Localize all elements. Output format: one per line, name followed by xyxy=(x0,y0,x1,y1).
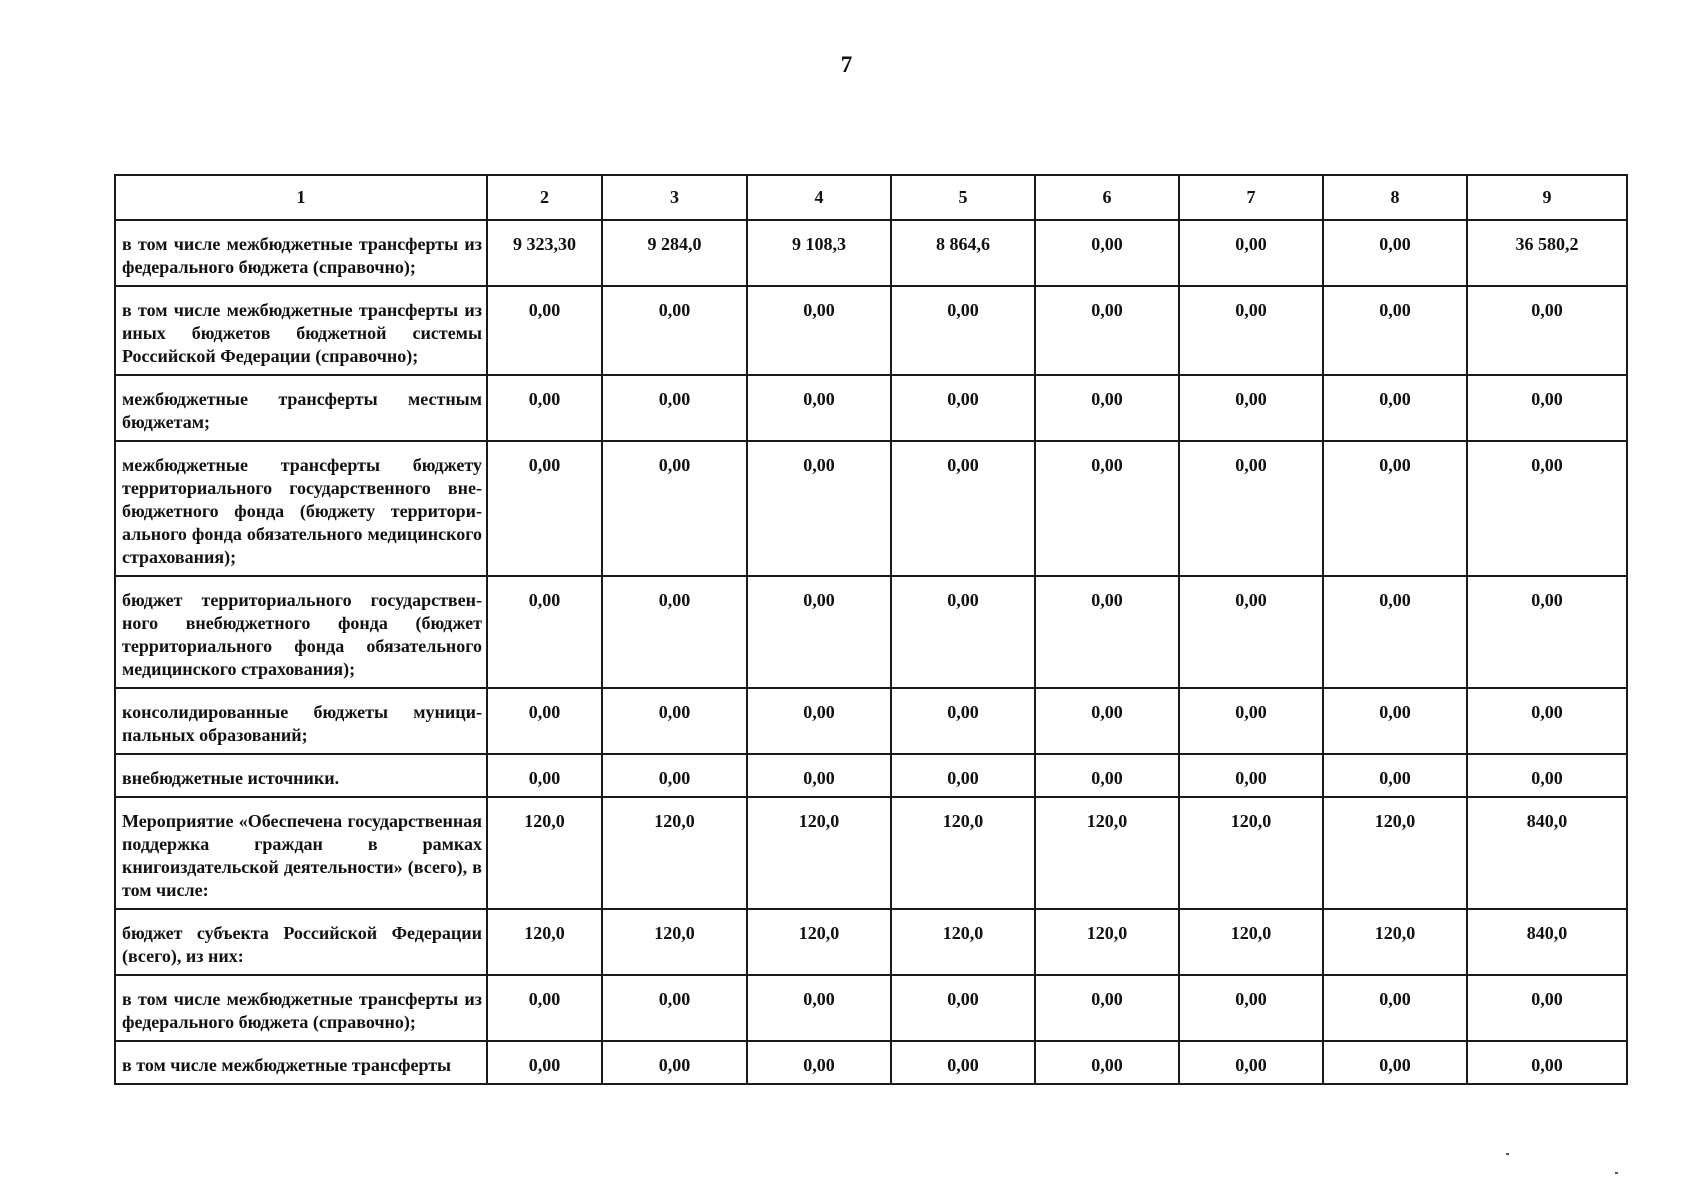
value-cell: 0,00 xyxy=(602,1041,747,1084)
row-label: консолидированные бюджеты муниципальных образований; xyxy=(115,688,487,754)
value-cell: 0,00 xyxy=(487,754,602,797)
value-cell: 120,0 xyxy=(1035,909,1179,975)
row-label: в том числе межбюджетные трансферты xyxy=(115,1041,487,1084)
table-row xyxy=(115,754,1627,797)
value-cell: 840,0 xyxy=(1467,797,1627,909)
value-cell: 0,00 xyxy=(487,286,602,375)
value-cell: 0,00 xyxy=(1179,975,1323,1041)
value-cell: 0,00 xyxy=(1179,576,1323,688)
value-cell: 0,00 xyxy=(1035,576,1179,688)
table-row xyxy=(115,975,1627,1041)
table-row xyxy=(115,286,1627,375)
value-cell: 120,0 xyxy=(602,797,747,909)
value-cell: 0,00 xyxy=(891,375,1035,441)
column-header: 5 xyxy=(891,175,1035,220)
value-cell: 0,00 xyxy=(1035,1041,1179,1084)
value-cell: 0,00 xyxy=(1467,754,1627,797)
value-cell: 0,00 xyxy=(1179,688,1323,754)
value-cell: 0,00 xyxy=(602,754,747,797)
column-header: 7 xyxy=(1179,175,1323,220)
value-cell: 0,00 xyxy=(602,441,747,576)
value-cell: 840,0 xyxy=(1467,909,1627,975)
value-cell: 120,0 xyxy=(747,909,891,975)
column-header: 2 xyxy=(487,175,602,220)
value-cell: 0,00 xyxy=(1035,441,1179,576)
value-cell: 0,00 xyxy=(487,576,602,688)
value-cell: 0,00 xyxy=(487,975,602,1041)
value-cell: 0,00 xyxy=(1179,286,1323,375)
table-row xyxy=(115,1041,1627,1084)
value-cell: 120,0 xyxy=(1179,909,1323,975)
row-label: межбюджетные трансферты местным бюджетам; xyxy=(115,375,487,441)
value-cell: 0,00 xyxy=(602,375,747,441)
value-cell: 0,00 xyxy=(1467,375,1627,441)
column-header: 6 xyxy=(1035,175,1179,220)
value-cell: 8 864,6 xyxy=(891,220,1035,286)
value-cell: 0,00 xyxy=(891,441,1035,576)
value-cell: 0,00 xyxy=(1323,220,1467,286)
value-cell: 0,00 xyxy=(1179,375,1323,441)
value-cell: 0,00 xyxy=(747,576,891,688)
scan-artifact xyxy=(1615,1172,1618,1174)
value-cell: 0,00 xyxy=(1467,441,1627,576)
table-row xyxy=(115,797,1627,909)
scan-artifact xyxy=(1506,1153,1509,1155)
value-cell: 0,00 xyxy=(747,1041,891,1084)
column-header: 9 xyxy=(1467,175,1627,220)
value-cell: 0,00 xyxy=(602,286,747,375)
value-cell: 0,00 xyxy=(891,286,1035,375)
value-cell: 120,0 xyxy=(891,909,1035,975)
value-cell: 9 323,30 xyxy=(487,220,602,286)
value-cell: 0,00 xyxy=(891,975,1035,1041)
value-cell: 0,00 xyxy=(891,754,1035,797)
value-cell: 0,00 xyxy=(891,1041,1035,1084)
value-cell: 120,0 xyxy=(602,909,747,975)
row-label: в том числе межбюджетные трансферты из иных бюджетов бюджетной системы Российской Федерации (справочно); xyxy=(115,286,487,375)
table-row xyxy=(115,576,1627,688)
value-cell: 0,00 xyxy=(1467,688,1627,754)
value-cell: 0,00 xyxy=(1323,375,1467,441)
row-label: бюджет субъекта Российской Федерации (всего), из них: xyxy=(115,909,487,975)
row-label: Мероприятие «Обеспечена государственная поддержка граждан в рамках книгоиздательской деятельности» (всего), в том числе: xyxy=(115,797,487,909)
value-cell: 0,00 xyxy=(1323,688,1467,754)
value-cell: 0,00 xyxy=(1467,576,1627,688)
value-cell: 0,00 xyxy=(1179,754,1323,797)
value-cell: 0,00 xyxy=(1323,286,1467,375)
value-cell: 0,00 xyxy=(1035,688,1179,754)
column-header: 4 xyxy=(747,175,891,220)
table-body xyxy=(115,220,1627,1084)
value-cell: 0,00 xyxy=(1035,375,1179,441)
page-number: 7 xyxy=(840,52,853,77)
value-cell: 9 108,3 xyxy=(747,220,891,286)
value-cell: 0,00 xyxy=(1323,1041,1467,1084)
budget-table xyxy=(114,174,1628,1085)
table-row xyxy=(115,688,1627,754)
row-label: в том числе межбюджетные трансферты из федерального бюджета (справочно); xyxy=(115,975,487,1041)
value-cell: 0,00 xyxy=(747,754,891,797)
value-cell: 0,00 xyxy=(891,688,1035,754)
value-cell: 0,00 xyxy=(487,1041,602,1084)
value-cell: 0,00 xyxy=(1323,576,1467,688)
value-cell: 0,00 xyxy=(1179,220,1323,286)
value-cell: 120,0 xyxy=(1323,909,1467,975)
value-cell: 0,00 xyxy=(1179,441,1323,576)
table-row xyxy=(115,375,1627,441)
table-row xyxy=(115,909,1627,975)
table-row xyxy=(115,220,1627,286)
value-cell: 0,00 xyxy=(602,975,747,1041)
value-cell: 120,0 xyxy=(747,797,891,909)
table-header-row xyxy=(115,175,1627,220)
value-cell: 0,00 xyxy=(1035,220,1179,286)
value-cell: 0,00 xyxy=(1323,754,1467,797)
value-cell: 120,0 xyxy=(1323,797,1467,909)
value-cell: 0,00 xyxy=(1467,286,1627,375)
column-header: 8 xyxy=(1323,175,1467,220)
value-cell: 36 580,2 xyxy=(1467,220,1627,286)
value-cell: 0,00 xyxy=(487,441,602,576)
value-cell: 0,00 xyxy=(1323,975,1467,1041)
value-cell: 0,00 xyxy=(602,688,747,754)
value-cell: 0,00 xyxy=(891,576,1035,688)
value-cell: 0,00 xyxy=(1035,754,1179,797)
row-label: внебюджетные источники. xyxy=(115,754,487,797)
row-label: в том числе межбюджетные трансферты из федерального бюджета (справочно); xyxy=(115,220,487,286)
value-cell: 120,0 xyxy=(891,797,1035,909)
value-cell: 0,00 xyxy=(602,576,747,688)
value-cell: 0,00 xyxy=(487,688,602,754)
value-cell: 9 284,0 xyxy=(602,220,747,286)
value-cell: 0,00 xyxy=(747,286,891,375)
column-header: 3 xyxy=(602,175,747,220)
value-cell: 120,0 xyxy=(487,797,602,909)
value-cell: 120,0 xyxy=(487,909,602,975)
value-cell: 0,00 xyxy=(1035,975,1179,1041)
value-cell: 0,00 xyxy=(1467,1041,1627,1084)
value-cell: 0,00 xyxy=(747,975,891,1041)
value-cell: 0,00 xyxy=(1179,1041,1323,1084)
value-cell: 0,00 xyxy=(747,375,891,441)
value-cell: 0,00 xyxy=(747,441,891,576)
value-cell: 0,00 xyxy=(487,375,602,441)
value-cell: 0,00 xyxy=(747,688,891,754)
value-cell: 0,00 xyxy=(1467,975,1627,1041)
value-cell: 0,00 xyxy=(1035,286,1179,375)
value-cell: 120,0 xyxy=(1179,797,1323,909)
row-label: межбюджетные трансферты бюджету территориального государственного внебюджетного фонда (бюджету территориального фонда обязательного медицинского страхования); xyxy=(115,441,487,576)
row-label: бюджет территориального государственного внебюджетного фонда (бюджет территориального фонда обязательного медицинского страхования); xyxy=(115,576,487,688)
table-row xyxy=(115,441,1627,576)
column-header: 1 xyxy=(115,175,487,220)
value-cell: 0,00 xyxy=(1323,441,1467,576)
value-cell: 120,0 xyxy=(1035,797,1179,909)
